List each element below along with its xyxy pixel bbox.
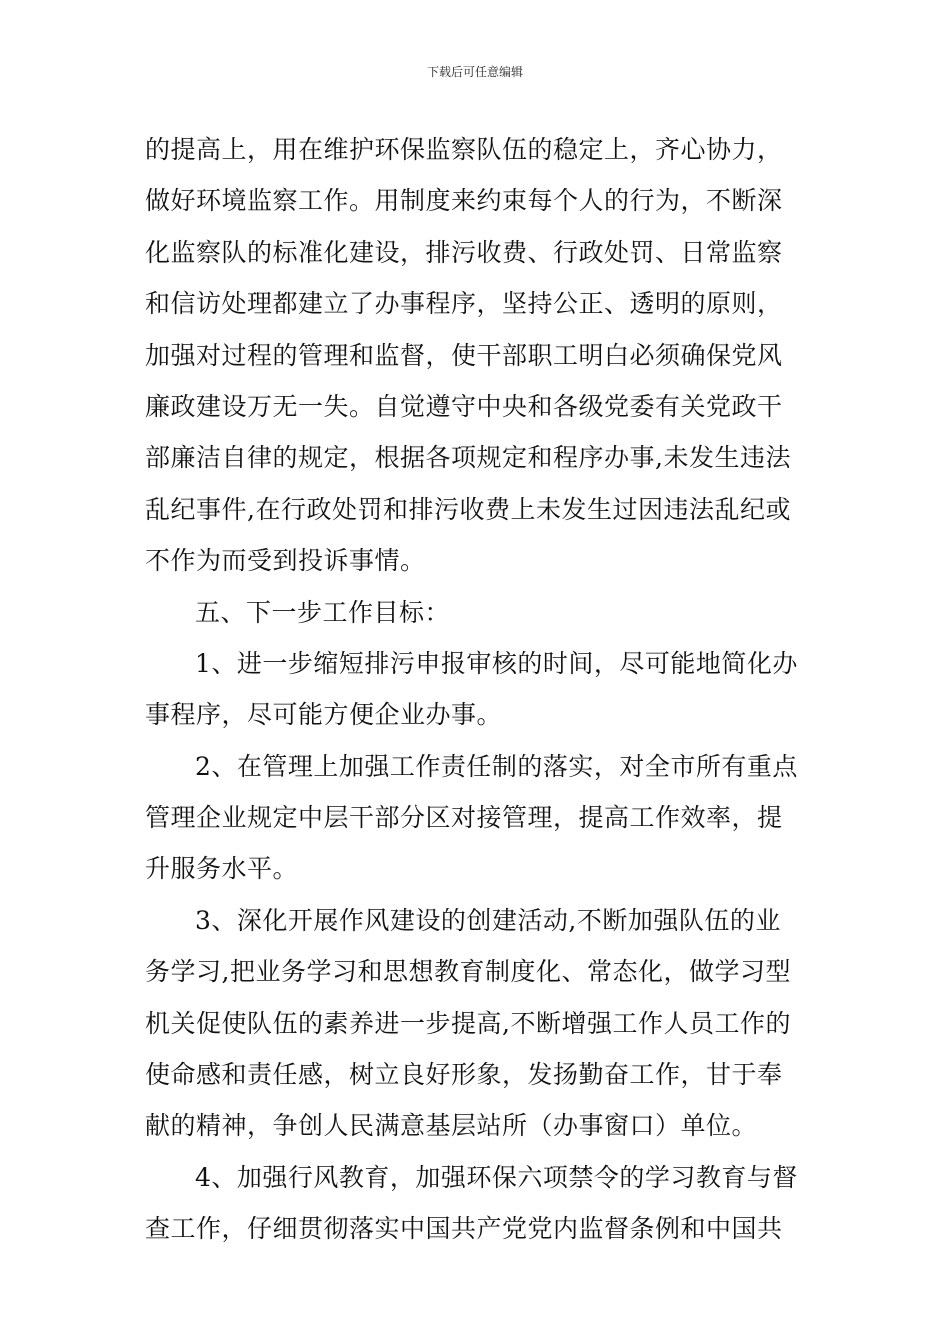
text-line: 献的精神，争创人民满意基层站所（办事窗口）单位。 [145, 1111, 758, 1141]
list-item-first-line: 2、在管理上加强工作责任制的落实，对全市所有重点 [195, 751, 798, 781]
text-line: 和信访处理都建立了办事程序，坚持公正、透明的原则， [145, 289, 783, 319]
list-item-first-line: 1、进一步缩短排污申报审核的时间，尽可能地简化办 [195, 648, 798, 678]
text-line: 廉政建设万无一失。自觉遵守中央和各级党委有关党政干 [145, 391, 783, 421]
page-header: 下载后可任意编辑 [426, 65, 523, 79]
text-line: 机关促使队伍的素养进一步提高,不断增强工作人员工作的 [145, 1008, 791, 1038]
text-line: 做好环境监察工作。用制度来约束每个人的行为，不断深 [145, 186, 783, 216]
text-line: 查工作，仔细贯彻落实中国共产党党内监督条例和中国共 [145, 1214, 783, 1244]
text-line: 部廉洁自律的规定，根据各项规定和程序办事,未发生违法 [145, 443, 791, 473]
text-line: 升服务水平。 [145, 854, 299, 884]
text-line: 化监察队的标准化建设，排污收费、行政处罚、日常监察 [145, 237, 783, 267]
section-heading: 五、下一步工作目标： [195, 597, 451, 627]
text-line: 管理企业规定中层干部分区对接管理，提高工作效率，提 [145, 803, 783, 833]
list-item-first-line: 4、加强行风教育，加强环保六项禁令的学习教育与督 [195, 1162, 798, 1192]
text-line: 使命感和责任感，树立良好形象，发扬勤奋工作，甘于奉 [145, 1060, 783, 1090]
text-line: 的提高上，用在维护环保监察队伍的稳定上，齐心协力， [145, 135, 783, 164]
text-line: 务学习,把业务学习和思想教育制度化、常态化，做学习型 [145, 957, 791, 987]
text-line: 事程序，尽可能方便企业办事。 [145, 700, 503, 730]
list-item-first-line: 3、深化开展作风建设的创建活动,不断加强队伍的业 [195, 905, 781, 935]
text-line: 不作为而受到投诉事情。 [145, 546, 426, 576]
text-line: 乱纪事件,在行政处罚和排污收费上未发生过因违法乱纪或 [145, 494, 791, 524]
document-body [145, 124, 810, 1255]
text-line: 加强对过程的管理和监督，使干部职工明白必须确保党风 [145, 340, 783, 370]
